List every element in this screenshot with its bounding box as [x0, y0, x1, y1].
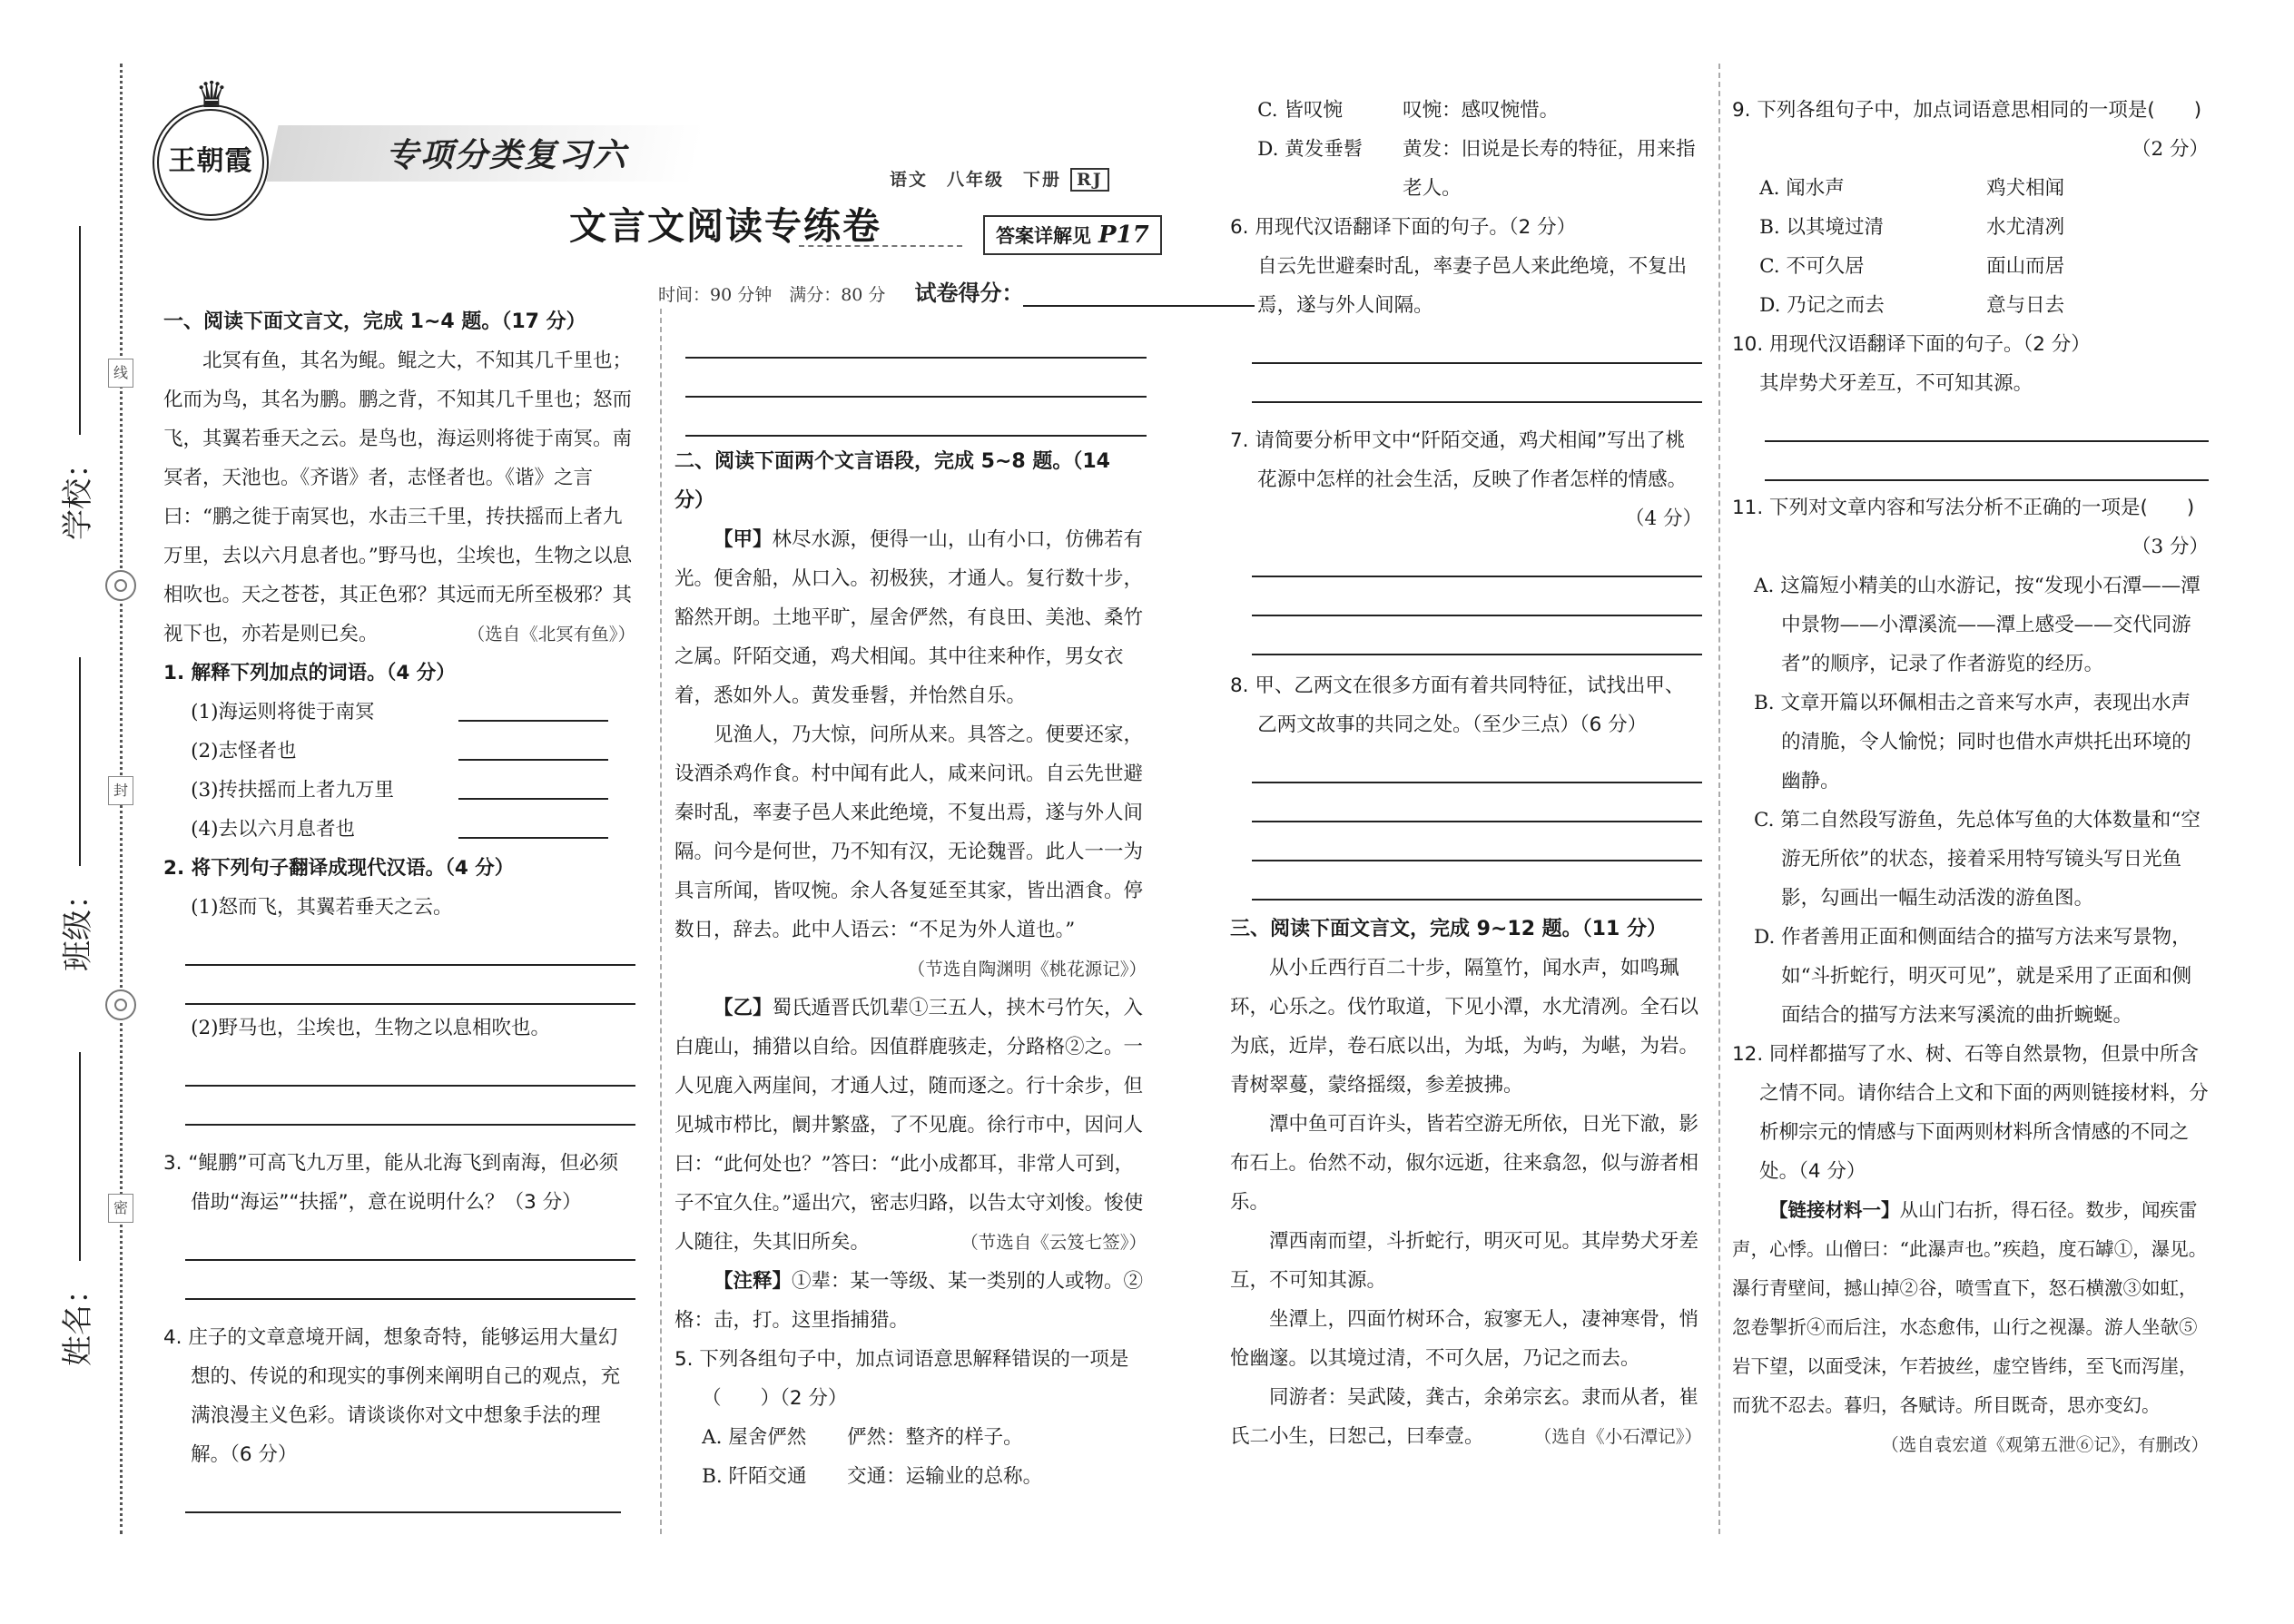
jia-text-1: 林尽水源，便得一山，山有小口，仿佛若有光。便舍船，从口入。初极狭，才通人。复行数十步，豁然开朗。土地平旷，屋舍俨然，有良田、美池、桑竹之属。阡陌交通，鸡犬相闻。其中往来种作，男女衣着，悉如外人。黄发垂髫，并怡然自乐。 [674, 528, 1144, 707]
q11-option-b: B. 文章开篇以环佩相击之音来写水声，表现出水声的清脆，令人愉悦；同时也借水声烘托出环境的幽静。 [1754, 692, 2191, 792]
passage-yi-source: （节选自《云笈七签》） [960, 1232, 1147, 1253]
column-1 [163, 302, 635, 1513]
passage-3-p3: 潭西南而望，斗折蛇行，明灭可见。其岸势犬牙差互，不可知其源。 [1230, 1230, 1699, 1292]
q5-option [1230, 91, 1702, 130]
q5-option-label: D. 黄发垂髫 [1257, 138, 1364, 161]
q9-option-b: 水尤清冽 [1986, 216, 2065, 239]
score-label: 试卷得分： [914, 280, 1024, 306]
question-9: 9. 下列各组句子中，加点词语意思相同的一项是( ) [1732, 99, 2202, 122]
question-2 [163, 849, 635, 888]
q5-option-text: 黄发：旧说是长寿的特征，用来指老人。 [1403, 138, 1696, 200]
q9-option [1732, 247, 2209, 286]
question-7: 7. 请简要分析甲文中“阡陌交通，鸡犬相闻”写出了桃花源中怎样的社会生活，反映了作者怎样的情感。 [1230, 429, 1688, 491]
margin-tag-secret: 密 [108, 1194, 133, 1223]
q10-text: 其岸势犬牙差互，不可知其源。 [1759, 372, 2033, 395]
passage-3-p5: 同游者：吴武陵，龚古，余弟宗玄。隶而从者，崔氏二小生，曰恕己，曰奉壹。 [1230, 1386, 1699, 1448]
answer-line[interactable] [185, 1222, 635, 1261]
q9-option [1732, 208, 2209, 247]
passage-jia-source: （节选自陶渊明《桃花源记》） [907, 959, 1147, 979]
yi-text: 蜀氏遁晋氏饥辈①三五人，挟木弓竹矢，入白鹿山，捕猎以自给。因值群鹿骇走，分路格②之。一人见鹿入两崖间，才通人过，随而逐之。行十余步，但见城市栉比，阛井繁盛，了不见鹿。徐行市中，因问人曰：“此何处也？”答曰：“此小成都耳，非常人可到，子不宜久住。”遥出穴，密志归路，以告太守刘悛。悛使人随往，失其旧所矣。 [674, 997, 1144, 1254]
passage-3-source: （选自《小石潭记》） [1533, 1426, 1702, 1447]
q11-option-c: C. 第二自然段写游鱼，先总体写鱼的大体数量和“空游无所依”的状态，接着采用特写镜头写日光鱼影，勾画出一幅生动活泼的游鱼图。 [1754, 809, 2200, 910]
name-label: 姓名： [60, 1274, 96, 1366]
decor-dash [799, 245, 962, 247]
column-divider [660, 309, 662, 1534]
question-10: 10. 用现代汉语翻译下面的句子。（2 分） [1732, 333, 2091, 356]
answer-line[interactable] [1765, 442, 2209, 481]
question-8: 8. 甲、乙两文在很多方面有着共同特征，试找出甲、乙两文故事的共同之处。（至少三点）（6 分） [1230, 674, 1685, 736]
passage-3-p2: 潭中鱼可百许头，皆若空游无所依，日光下澈，影布石上。佁然不动，俶尔远逝，往来翕忽，似与游者相乐。 [1230, 1113, 1699, 1214]
answer-line[interactable] [185, 1087, 635, 1126]
answer-line[interactable] [1252, 822, 1702, 861]
answer-line[interactable] [1252, 861, 1702, 901]
link-text: 从山门右折，得石径。数步，闻疾雷声，心悸。山僧曰：“此瀑声也。”疾趋，度石罅①，瀑见。瀑行青壁间，撼山掉②谷，喷雪直下，怒石横激③如虹，忽卷掣折④而后注，水态愈伟，山行之视瀑。游人坐欹⑤岩下望，以面受沫，乍若披丝，虚空皆纬，至飞而泻崖，而犹不忍去。暮归，各赋诗。所目既奇，思亦变幻。 [1732, 1199, 2208, 1416]
passage-yi [674, 989, 1147, 1262]
answer-line[interactable] [1252, 325, 1702, 364]
note-tag: 【注释】 [714, 1270, 793, 1293]
q9-option [1732, 169, 2209, 208]
question-1-text: 1. 解释下列加点的词语。（4 分） [163, 662, 456, 684]
link-tag: 【链接材料一】 [1769, 1199, 1900, 1221]
part3-title: 三、阅读下面文言文，完成 9~12 题。（11 分） [1230, 918, 1667, 940]
q9-option [1732, 286, 2209, 325]
answer-line[interactable] [1252, 364, 1702, 403]
margin-tag-seal: 封 [108, 776, 133, 805]
name-field[interactable] [53, 1052, 97, 1366]
school-field[interactable] [53, 226, 97, 540]
q9-option-a: B. 以其境过清 [1759, 216, 1885, 239]
q2-item-1: (1)怒而飞，其翼若垂天之云。 [191, 896, 453, 919]
q5-option-label: A. 屋舍俨然 [702, 1426, 807, 1449]
q9-option-b: 鸡犬相闻 [1986, 177, 2065, 200]
passage-1-source: （选自《北冥有鱼》） [467, 624, 635, 645]
q1-item [163, 771, 635, 810]
note-text: ①辈：某一等级、某一类别的人或物。②格：击，打。这里指捕猎。 [674, 1270, 1144, 1332]
q1-item [163, 732, 635, 771]
q6-text: 自云先世避秦时乱，率妻子邑人来此绝境，不复出焉，遂与外人间隔。 [1257, 255, 1688, 317]
answer-blank[interactable] [458, 771, 608, 800]
q5-option-label: C. 皆叹惋 [1257, 99, 1343, 122]
answer-line[interactable] [685, 398, 1147, 437]
q7-points: （4 分） [1624, 507, 1702, 530]
jia-tag: 【甲】 [714, 528, 773, 551]
part1-title: 一、阅读下面文言文，完成 1~4 题。（17 分） [163, 310, 586, 333]
answer-line[interactable] [185, 1048, 635, 1087]
q5-option-text: 俨然：整齐的样子。 [847, 1426, 1023, 1449]
answer-line[interactable] [1252, 616, 1702, 655]
answer-line[interactable] [685, 320, 1147, 359]
q1-item-label: (2)志怪者也 [191, 740, 297, 763]
question-2-text: 2. 将下列句子翻译成现代汉语。（4 分） [163, 857, 515, 880]
answer-line[interactable] [185, 1474, 621, 1513]
q9-option-a: D. 乃记之而去 [1759, 294, 1885, 317]
q1-item [163, 810, 635, 849]
column-3 [1230, 91, 1702, 1456]
question-12: 12. 同样都描写了水、树、石等自然景物，但景中所含之情不同。请你结合上文和下面的两则链接材料，分析柳宗元的情感与下面两则材料所含情感的不同之处。（4 分） [1732, 1043, 2209, 1183]
answer-blank[interactable] [458, 693, 608, 722]
passage-3-p4: 坐潭上，四面竹树环合，寂寥无人，凄神寒骨，悄怆幽邃。以其境过清，不可久居，乃记之而去。 [1230, 1308, 1699, 1370]
q11-option-d: D. 作者善用正面和侧面结合的描写方法来写景物，如“斗折蛇行，明灭可见”，就是采用了正面和侧面结合的描写方法来写溪流的曲折蜿蜒。 [1754, 926, 2192, 1027]
q1-item-label: (4)去以六月息者也 [191, 818, 356, 841]
answer-line[interactable] [185, 927, 635, 966]
q1-item-label: (3)抟扶摇而上者九万里 [191, 779, 395, 802]
logo-text: 王朝霞 [168, 145, 253, 177]
section-title: 专项分类复习六 [386, 136, 628, 174]
passage-3-p1: 从小丘西行百二十步，隔篁竹，闻水声，如鸣珮环，心乐之。伐竹取道，下见小潭，水尤清冽。全石以为底，近岸，卷石底以出，为坻，为屿，为嵁，为岩。青树翠蔓，蒙络摇缀，参差披拂。 [1230, 957, 1699, 1097]
answer-line[interactable] [1252, 577, 1702, 616]
q9-points: （2 分） [2131, 138, 2209, 161]
binding-hole [105, 570, 136, 601]
q9-option-b: 意与日去 [1986, 294, 2065, 317]
question-5: 5. 下列各组句子中，加点词语意思解释错误的一项是（ ）（2 分） [674, 1348, 1129, 1410]
q11-points: （3 分） [2131, 536, 2209, 558]
part2-title: 二、阅读下面两个文言语段，完成 5~8 题。（14 分） [674, 450, 1110, 512]
answer-hint: 答案详解见 [996, 224, 1091, 247]
class-label: 班级： [60, 879, 96, 971]
q1-item-label: (1)海运则将徙于南冥 [191, 701, 375, 723]
q9-option-b: 面山而居 [1986, 255, 2065, 278]
passage-1: 北冥有鱼，其名为鲲。鲲之大，不知其几千里也；化而为鸟，其名为鹏。鹏之背，不知其几千里也；怒而飞，其翼若垂天之云。是鸟也，海运则将徙于南冥。南冥者，天池也。《齐谐》者，志怪者也。《谐》之言曰：“鹏之徙于南冥也，水击三千里，抟扶摇而上者九万里，去以六月息者也。”野马也，尘埃也，生物之以息相吹也。天之苍苍，其正色邪？其远而无所至极邪？其视下也，亦若是则已矣。 [163, 349, 633, 645]
question-1 [163, 654, 635, 693]
answer-line[interactable] [1765, 403, 2209, 442]
answer-hint-box [983, 215, 1162, 255]
answer-line[interactable] [1252, 783, 1702, 822]
answer-line[interactable] [1252, 538, 1702, 577]
grade-info [890, 166, 1109, 192]
q9-option-a: C. 不可久居 [1759, 255, 1865, 278]
grade-text: 语文 八年级 下册 [890, 170, 1062, 190]
q5-option [674, 1418, 1147, 1457]
margin-tag-line: 线 [108, 359, 133, 388]
binding-hole [105, 989, 136, 1020]
passage-jia-1 [674, 520, 1147, 715]
link-material [1732, 1191, 2209, 1425]
q5-option-text: 叹惋：感叹惋惜。 [1403, 99, 1560, 122]
answer-page: P17 [1098, 221, 1149, 249]
school-label: 学校： [60, 448, 96, 540]
time-limit: 时间：90 分钟 满分：80 分 [658, 285, 886, 305]
answer-blank[interactable] [458, 810, 608, 839]
answer-line[interactable] [185, 966, 635, 1005]
page-title: 文言文阅读专练卷 [569, 204, 881, 248]
column-2 [674, 320, 1147, 1496]
passage-jia-2: 见渔人，乃大惊，问所从来。具答之。便要还家，设酒杀鸡作食。村中闻有此人，咸来问讯。自云先世避秦时乱，率妻子邑人来此绝境，不复出焉，遂与外人间隔。问今是何世，乃不知有汉，无论魏晋。此人一一为具言所闻，皆叹惋。余人各复延至其家，皆出酒食。停数日，辞去。此中人语云：“不足为外人道也。” [674, 723, 1144, 941]
q2-item-2: (2)野马也，尘埃也，生物之以息相吹也。 [191, 1017, 551, 1039]
brand-logo [153, 74, 269, 221]
q5-option [674, 1457, 1147, 1496]
q5-option-text: 交通：运输业的总称。 [847, 1465, 1043, 1488]
answer-blank[interactable] [458, 732, 608, 761]
q1-item [163, 693, 635, 732]
q5-option-label: B. 阡陌交通 [702, 1465, 807, 1488]
q5-option [1230, 130, 1702, 208]
crown-icon: ♛ [195, 74, 228, 116]
question-4: 4. 庄子的文章意境开阔，想象奇特，能够运用大量幻想的、传说的和现实的事例来阐明自己的观点，充满浪漫主义色彩。请谈谈你对文中想象手法的理解。（6 分） [163, 1326, 621, 1466]
answer-line[interactable] [685, 359, 1147, 398]
yi-tag: 【乙】 [714, 997, 773, 1019]
column-4 [1732, 91, 2209, 1464]
exam-meta [658, 275, 1255, 307]
class-field[interactable] [53, 657, 97, 971]
q11-option-a: A. 这篇短小精美的山水游记，按“发现小石潭——潭中景物——小潭溪流——潭上感受——交代同游者”的顺序，记录了作者游览的经历。 [1754, 575, 2200, 675]
answer-line[interactable] [1252, 744, 1702, 783]
column-divider [1718, 64, 1720, 1534]
link-source: （选自袁宏道《观第五泄⑥记》，有删改） [1881, 1434, 2209, 1455]
score-field[interactable] [1023, 305, 1255, 307]
answer-line[interactable] [185, 1261, 635, 1300]
annotation [674, 1262, 1147, 1340]
q9-option-a: A. 闻水声 [1759, 177, 1845, 200]
edition-badge: RJ [1070, 168, 1109, 192]
question-3: 3. “鲲鹏”可高飞九万里，能从北海飞到南海，但必须借助“海运”“扶摇”，意在说明什么？（3 分） [163, 1152, 619, 1214]
question-6: 6. 用现代汉语翻译下面的句子。（2 分） [1230, 216, 1577, 239]
question-11: 11. 下列对文章内容和写法分析不正确的一项是( ) [1732, 497, 2195, 519]
